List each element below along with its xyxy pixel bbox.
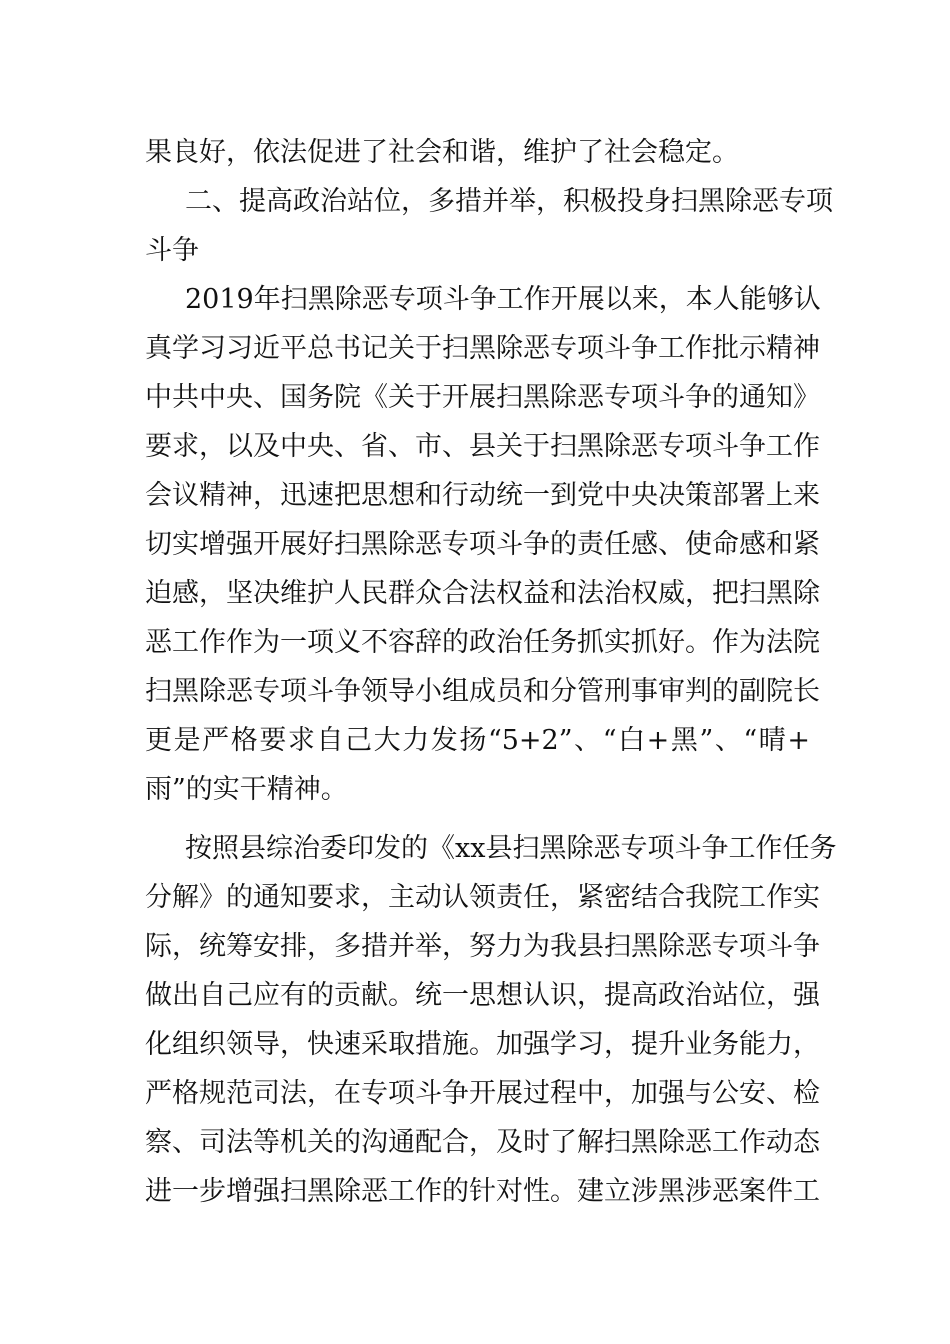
text-line: 扫黑除恶专项斗争领导小组成员和分管刑事审判的副院长 bbox=[145, 676, 820, 707]
paragraph-one bbox=[145, 275, 821, 814]
text-line: 按照县综治委印发的《xx县扫黑除恶专项斗争工作任务 bbox=[185, 833, 837, 864]
paragraph-two bbox=[145, 824, 837, 1216]
text-line: 做出自己应有的贡献。统一思想认识，提高政治站位，强 bbox=[145, 980, 820, 1011]
heading-line: 二、提高政治站位，多措并举，积极投身扫黑除恶专项 bbox=[185, 186, 833, 217]
text-line: 切实增强开展好扫黑除恶专项斗争的责任感、使命感和紧 bbox=[145, 529, 820, 560]
text-line: 会议精神，迅速把思想和行动统一到党中央决策部署上来 bbox=[145, 480, 820, 511]
text-line: 际，统筹安排，多措并举，努力为我县扫黑除恶专项斗争 bbox=[145, 931, 820, 962]
text-line: 要求，以及中央、省、市、县关于扫黑除恶专项斗争工作 bbox=[145, 431, 820, 462]
section-heading bbox=[145, 177, 833, 275]
text-line: 迫感，坚决维护人民群众合法权益和法治权威，把扫黑除 bbox=[145, 578, 820, 609]
text-line: 化组织领导，快速采取措施。加强学习，提升业务能力， bbox=[145, 1029, 820, 1060]
text-line: 恶工作作为一项义不容辞的政治任务抓实抓好。作为法院 bbox=[145, 627, 820, 658]
text-line: 雨”的实干精神。 bbox=[145, 774, 348, 805]
text-line: 更是严格要求自己大力发扬“5+2”、“白+黑”、“晴+ bbox=[145, 725, 810, 756]
text-line: 分解》的通知要求，主动认领责任，紧密结合我院工作实 bbox=[145, 882, 820, 913]
text-line: 中共中央、国务院《关于开展扫黑除恶专项斗争的通知》 bbox=[145, 382, 820, 413]
text-line: 2019年扫黑除恶专项斗争工作开展以来，本人能够认 bbox=[185, 284, 821, 315]
text-line: 察、司法等机关的沟通配合，及时了解扫黑除恶工作动态 bbox=[145, 1127, 820, 1158]
text-line: 果良好，依法促进了社会和谐，维护了社会稳定。 bbox=[145, 137, 739, 168]
closing-paragraph bbox=[145, 128, 810, 177]
text-line: 进一步增强扫黑除恶工作的针对性。建立涉黑涉恶案件工 bbox=[145, 1176, 820, 1207]
text-line: 真学习习近平总书记关于扫黑除恶专项斗争工作批示精神 bbox=[145, 333, 820, 364]
text-line: 严格规范司法，在专项斗争开展过程中，加强与公安、检 bbox=[145, 1078, 820, 1109]
heading-line: 斗争 bbox=[145, 235, 199, 266]
